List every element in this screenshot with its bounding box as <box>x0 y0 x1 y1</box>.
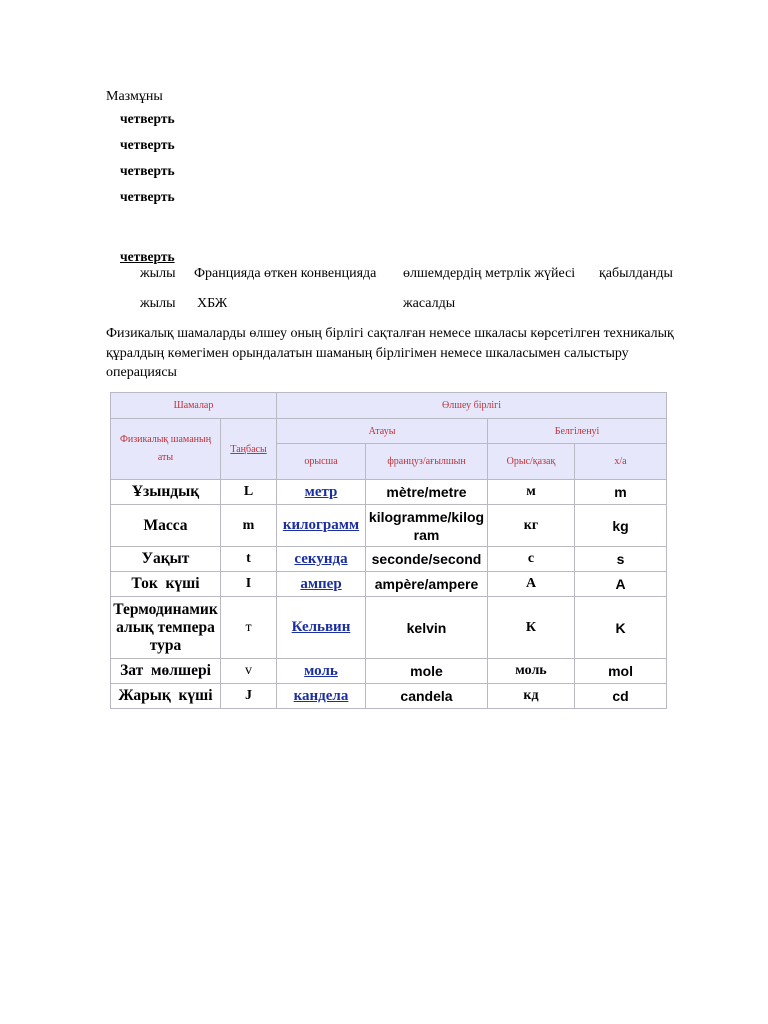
header-french-english: француз/ағылшын <box>366 444 488 480</box>
quantity-symbol: L <box>221 480 277 505</box>
history-event: Францияда өткен конвенцияда <box>194 266 377 281</box>
quantity-name: Термодинамикалық температура <box>111 597 221 659</box>
designation-intl: K <box>575 597 667 659</box>
table-row <box>111 684 667 709</box>
unit-russian-link[interactable]: Кельвин <box>291 619 351 635</box>
table-row <box>111 659 667 684</box>
quantity-symbol: t <box>221 547 277 572</box>
table-row <box>111 572 667 597</box>
definition-paragraph: Физикалық шамаларды өлшеу оның бірлігі сақталған немесе шкаласы көрсетілген техникалық құралдың көмегімен орындалатын шаманың бірлігімен немесе шкаласымен салыстыру операциясы <box>106 326 674 380</box>
unit-russian-link[interactable]: ампер <box>300 575 342 592</box>
toc-item-extra[interactable]: четверть <box>120 249 175 264</box>
quantity-name: Ток күші <box>111 572 221 597</box>
quantity-symbol: I <box>221 572 277 597</box>
designation-ru: м <box>488 480 575 505</box>
unit-french-english: mètre/metre <box>366 480 488 505</box>
history-result: қабылданды <box>599 266 673 281</box>
toc-item[interactable]: четверть <box>120 137 175 152</box>
quantity-name: Масса <box>111 505 221 547</box>
history-year-label: жылы <box>140 266 176 281</box>
unit-french-english: ampère/ampere <box>366 572 488 597</box>
quantity-name: Ұзындық <box>111 480 221 505</box>
designation-intl: kg <box>575 505 667 547</box>
quantity-name: Жарық күші <box>111 684 221 709</box>
header-naming: Атауы <box>277 419 488 444</box>
history-event: ХБЖ <box>197 296 228 311</box>
designation-intl: A <box>575 572 667 597</box>
quantity-symbol: т <box>221 597 277 659</box>
quantity-symbol: J <box>221 684 277 709</box>
designation-ru: кд <box>488 684 575 709</box>
quantity-symbol: v <box>221 659 277 684</box>
designation-intl: m <box>575 480 667 505</box>
unit-french-english: candela <box>366 684 488 709</box>
si-units-table <box>110 392 667 709</box>
unit-russian-link[interactable]: метр <box>304 483 338 500</box>
designation-ru: кг <box>488 505 575 547</box>
toc-item[interactable]: четверть <box>120 111 175 126</box>
designation-ru: А <box>488 572 575 597</box>
unit-french-english: kelvin <box>366 597 488 659</box>
unit-russian-link[interactable]: моль <box>304 662 338 679</box>
history-result: жасалды <box>403 296 456 311</box>
header-units: Өлшеу бірлігі <box>277 393 667 419</box>
table-row <box>111 597 667 659</box>
toc-item[interactable]: четверть <box>120 163 175 178</box>
table-row <box>111 505 667 547</box>
unit-russian-link[interactable]: кандела <box>293 687 349 704</box>
designation-ru: с <box>488 547 575 572</box>
header-intl: х/а <box>575 444 667 480</box>
designation-ru: моль <box>488 659 575 684</box>
header-designation: Белгіленуі <box>488 419 667 444</box>
quantity-symbol: m <box>221 505 277 547</box>
header-russian: орысша <box>277 444 366 480</box>
table-row <box>111 480 667 505</box>
header-ru-kz: Орыс/қазақ <box>488 444 575 480</box>
header-symbol: Таңбасы <box>221 419 277 480</box>
unit-russian-link[interactable]: килограмм <box>282 517 360 533</box>
table-row <box>111 547 667 572</box>
designation-intl: mol <box>575 659 667 684</box>
unit-french-english: kilogramme/kilogram <box>366 505 488 547</box>
contents-title: Мазмұны <box>106 89 163 104</box>
unit-russian-link[interactable]: секунда <box>294 550 348 567</box>
unit-french-english: mole <box>366 659 488 684</box>
designation-intl: cd <box>575 684 667 709</box>
designation-ru: К <box>488 597 575 659</box>
unit-french-english: seconde/second <box>366 547 488 572</box>
designation-intl: s <box>575 547 667 572</box>
quantity-name: Зат мөлшері <box>111 659 221 684</box>
header-quantities: Шамалар <box>111 393 277 419</box>
header-quantity-name: Физикалық шаманың аты <box>111 419 221 480</box>
toc-item[interactable]: четверть <box>120 189 175 204</box>
quantity-name: Уақыт <box>111 547 221 572</box>
history-year-label: жылы <box>140 296 176 311</box>
history-detail: өлшемдердің метрлік жүйесі <box>403 266 576 281</box>
